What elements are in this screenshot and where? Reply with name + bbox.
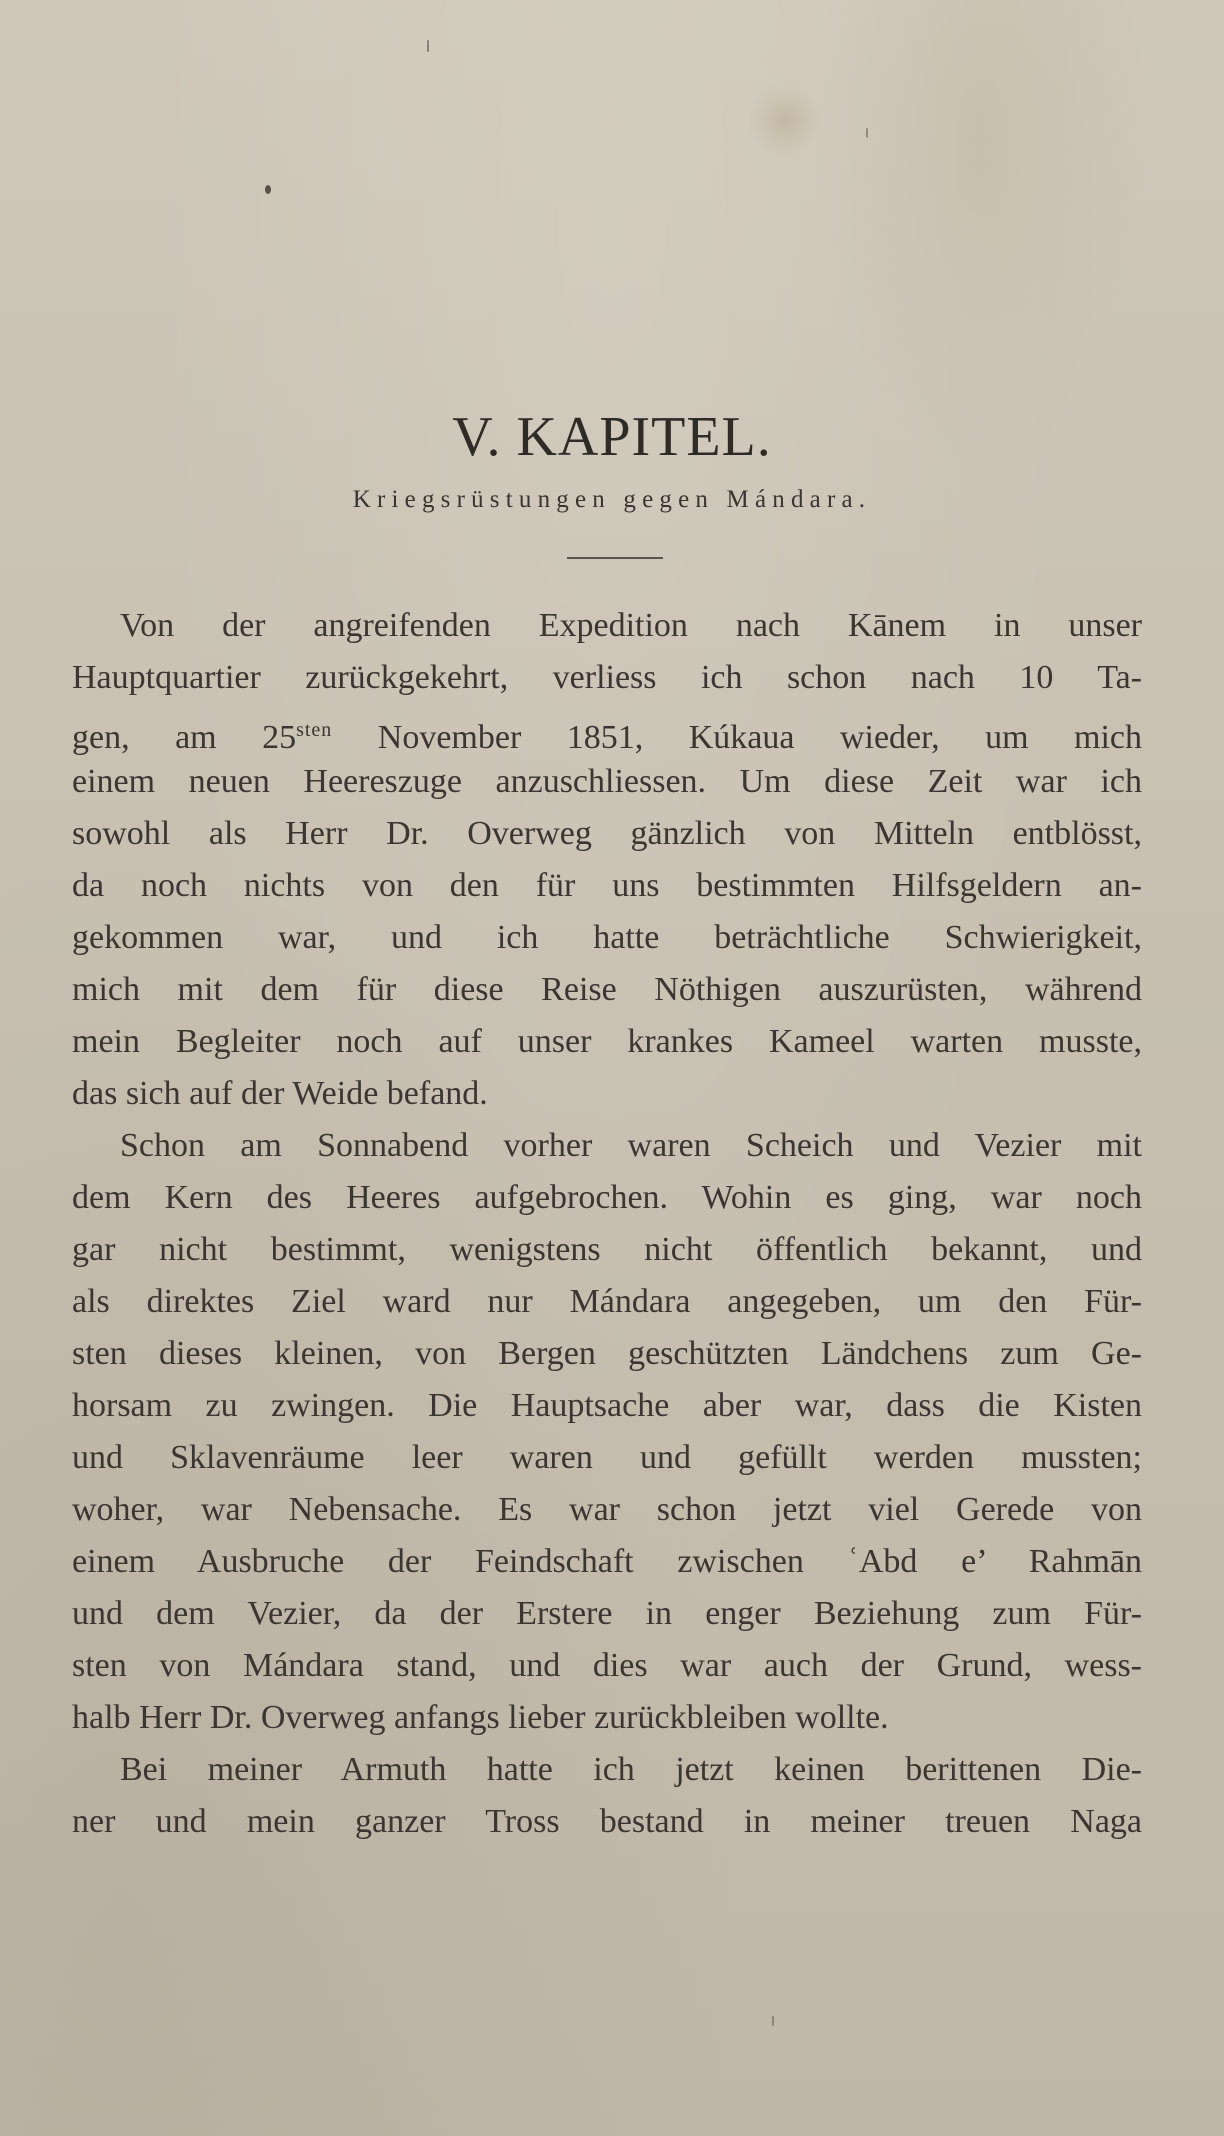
text-line [72, 704, 1142, 756]
superscript: sten [296, 719, 333, 741]
text-line: als direktes Ziel ward nur Mándara angegeben, um den Für- [72, 1283, 1142, 1320]
text-line: dem Kern des Heeres aufgebrochen. Wohin es ging, war noch [72, 1179, 1142, 1216]
text-line: halb Herr Dr. Overweg anfangs lieber zurückbleiben wollte. [72, 1699, 889, 1736]
text-line: einem Ausbruche der Feindschaft zwischen ʿAbd e’ Rahmān [72, 1543, 1142, 1580]
ink-speck [265, 185, 271, 194]
text-line: einem neuen Heereszuge anzuschliessen. Um diese Zeit war ich [72, 763, 1142, 800]
text-line: gekommen war, und ich hatte beträchtliche Schwierigkeit, [72, 919, 1142, 956]
text-line: das sich auf der Weide befand. [72, 1075, 488, 1112]
chapter-title: V. KAPITEL. [452, 406, 772, 468]
paper-stain [745, 85, 825, 155]
text-line: horsam zu zwingen. Die Hauptsache aber war, dass die Kisten [72, 1387, 1142, 1424]
text-line: mein Begleiter noch auf unser krankes Kameel warten musste, [72, 1023, 1142, 1060]
title-divider [567, 557, 663, 559]
text-segment: gen, am 25 [72, 719, 297, 756]
ink-speck [866, 128, 868, 138]
ink-speck [427, 40, 429, 52]
text-line: und Sklavenräume leer waren und gefüllt werden mussten; [72, 1439, 1142, 1476]
text-line: Von der angreifenden Expedition nach Kānem in unser [120, 607, 1142, 644]
text-line: Hauptquartier zurückgekehrt, verliess ich schon nach 10 Ta- [72, 659, 1142, 696]
text-line: Bei meiner Armuth hatte ich jetzt keinen berittenen Die- [120, 1751, 1142, 1788]
text-line: da noch nichts von den für uns bestimmten Hilfsgeldern an- [72, 867, 1142, 904]
text-line: sten von Mándara stand, und dies war auch der Grund, wess- [72, 1647, 1142, 1684]
text-line: und dem Vezier, da der Erstere in enger Beziehung zum Für- [72, 1595, 1142, 1632]
chapter-subtitle: Kriegsrüstungen gegen Mándara. [352, 486, 872, 513]
text-segment: November 1851, Kúkaua wieder, um mich [332, 719, 1142, 756]
text-line: sowohl als Herr Dr. Overweg gänzlich von Mitteln entblösst, [72, 815, 1142, 852]
body-text [72, 600, 1142, 1848]
text-line: sten dieses kleinen, von Bergen geschützten Ländchens zum Ge- [72, 1335, 1142, 1372]
text-line: ner und mein ganzer Tross bestand in meiner treuen Naga [72, 1803, 1142, 1840]
text-line: Schon am Sonnabend vorher waren Scheich und Vezier mit [120, 1127, 1142, 1164]
text-line: gar nicht bestimmt, wenigstens nicht öffentlich bekannt, und [72, 1231, 1142, 1268]
text-line: woher, war Nebensache. Es war schon jetzt viel Gerede von [72, 1491, 1142, 1528]
ink-speck [772, 2016, 774, 2026]
text-line: mich mit dem für diese Reise Nöthigen auszurüsten, während [72, 971, 1142, 1008]
